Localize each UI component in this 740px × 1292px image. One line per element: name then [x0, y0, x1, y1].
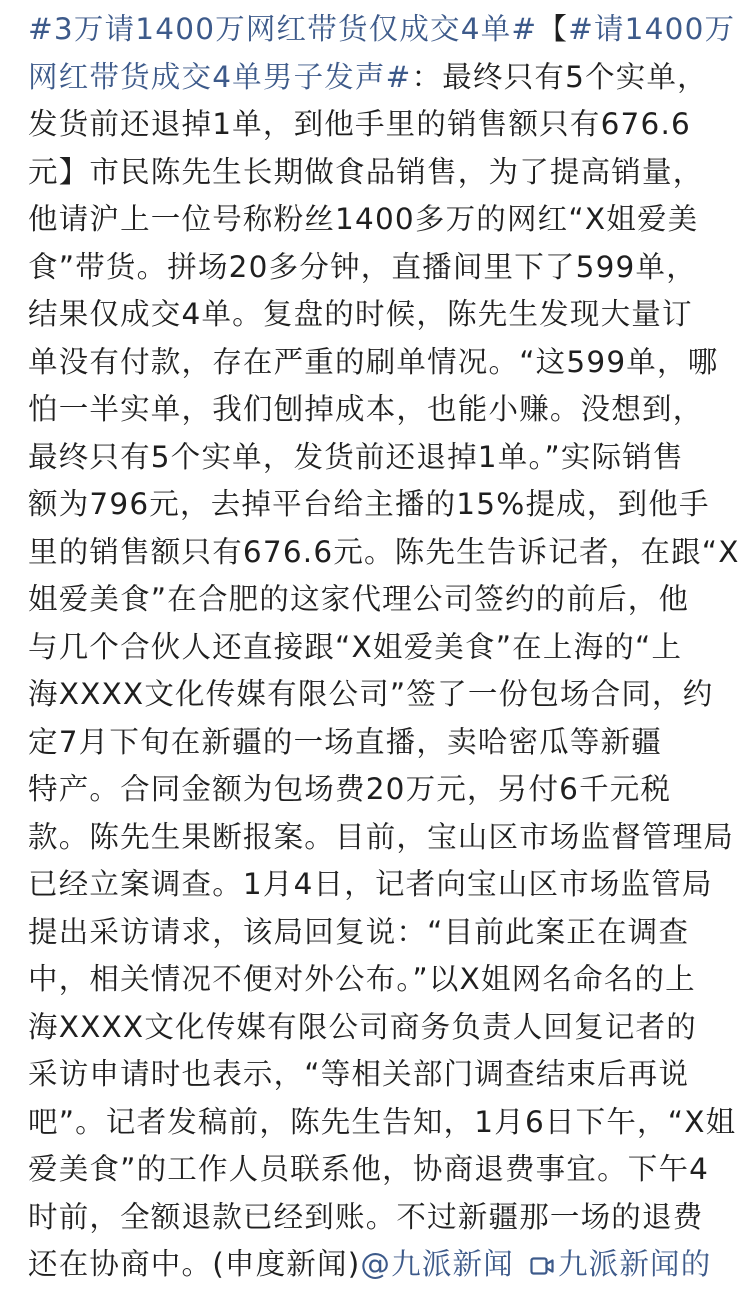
post-line-3: [28, 101, 692, 149]
post-line-19: [28, 861, 713, 909]
post-line-2: [28, 54, 708, 102]
hashtag-topic-1[interactable]: #3万请1400万网红带货仅成交4单#: [28, 12, 538, 46]
post-line-6: [28, 244, 697, 292]
post-line-7: [28, 291, 693, 339]
post-text-segment: 食”带货。拼场20多分钟，直播间里下了599单，: [28, 249, 697, 284]
post-line-11: [28, 481, 710, 529]
post-text-segment: 款。陈先生果断报案。目前，宝山区市场监督管理局: [28, 819, 735, 854]
post-line-14: [28, 624, 683, 672]
post-text-segment: 最终只有5个实单，发货前还退掉1单。”实际销售: [28, 439, 684, 474]
post-text-segment: 怕一半实单，我们刨掉成本，也能小赚。没想到，: [28, 392, 704, 426]
user-mention-link[interactable]: @九派新闻: [360, 1247, 514, 1281]
post-line-21: [28, 956, 696, 1004]
post-text-segment: 采访申请时也表示，“等相关部门调查结束后再说: [28, 1057, 690, 1091]
post-line-9: [28, 386, 704, 434]
post-line-4: [28, 149, 704, 197]
post-text-segment: 【: [537, 12, 569, 46]
post-line-20: [28, 909, 690, 957]
post-line-12: [28, 529, 740, 577]
post-line-25: [28, 1146, 710, 1194]
post-text-segment: 时前，全额退款已经到账。不过新疆那一场的退费: [28, 1199, 704, 1234]
post-line-27: [28, 1241, 712, 1289]
post-text-segment: 他请沪上一位号称粉丝1400多万的网红“X姐爱美: [28, 202, 699, 236]
post-text-segment: 中，相关情况不便对外公布。”以X姐网名命名的上: [28, 962, 696, 996]
post-text-segment: 与几个合伙人还直接跟“X姐爱美食”在上海的“上: [28, 629, 683, 664]
post-text-segment: 吧”。记者发稿前，陈先生告知，1月6日下午，“X姐: [28, 1104, 737, 1139]
post-text-segment: 定7月下旬在新疆的一场直播，卖哈密瓜等新疆: [28, 724, 662, 759]
weibo-post-body: [28, 6, 740, 1289]
post-text-segment: ：最终只有5个实单，: [411, 59, 708, 94]
post-text-segment: 结果仅成交4单。复盘的时候，陈先生发现大量订: [28, 297, 693, 331]
post-text-segment: 爱美食”的工作人员联系他，协商退费事宜。下午4: [28, 1152, 710, 1186]
post-line-18: [28, 814, 735, 862]
post-line-8: [28, 339, 719, 387]
video-link[interactable]: 九派新闻的: [557, 1247, 712, 1281]
post-text-segment: 里的销售额只有676.6元。陈先生告诉记者，在跟“X: [28, 534, 740, 569]
post-text-segment: 海XXXX文化传媒有限公司”签了一份包场合同，约: [28, 677, 714, 711]
post-line-26: [28, 1194, 704, 1242]
post-text-segment: 还在协商中。(申度新闻): [28, 1247, 361, 1281]
post-text-segment: 已经立案调查。1月4日，记者向宝山区市场监管局: [28, 867, 713, 901]
post-line-1: [28, 6, 736, 54]
post-line-5: [28, 196, 699, 244]
post-text-segment: 单没有付款，存在严重的刷单情况。“这599单，哪: [28, 344, 719, 379]
post-text-segment: 额为796元，去掉平台给主播的15%提成，到他手: [28, 487, 710, 521]
post-text-segment: 提出采访请求，该局回复说：“目前此案正在调查: [28, 914, 690, 949]
post-line-10: [28, 434, 684, 482]
video-icon: [530, 1244, 554, 1292]
post-line-23: [28, 1051, 690, 1099]
post-line-22: [28, 1004, 697, 1052]
hashtag-topic-2[interactable]: #请1400万: [568, 12, 736, 46]
post-text-segment: 特产。合同金额为包场费20万元，另付6千元税: [28, 772, 672, 806]
post-text-segment: 海XXXX文化传媒有限公司商务负责人回复记者的: [28, 1009, 697, 1044]
post-line-16: [28, 719, 680, 767]
post-text-segment: 姐爱美食”在合肥的这家代理公司签约的前后，他: [28, 582, 690, 616]
post-line-17: [28, 766, 680, 814]
post-line-13: [28, 576, 690, 624]
post-line-15: [28, 671, 714, 719]
post-line-24: [28, 1099, 737, 1147]
post-text-segment: 发货前还退掉1单，到他手里的销售额只有676.6: [28, 107, 692, 141]
post-text-segment: 元】市民陈先生长期做食品销售，为了提高销量，: [28, 154, 704, 189]
hashtag-topic-2-cont[interactable]: 网红带货成交4单男子发声#: [28, 59, 412, 94]
